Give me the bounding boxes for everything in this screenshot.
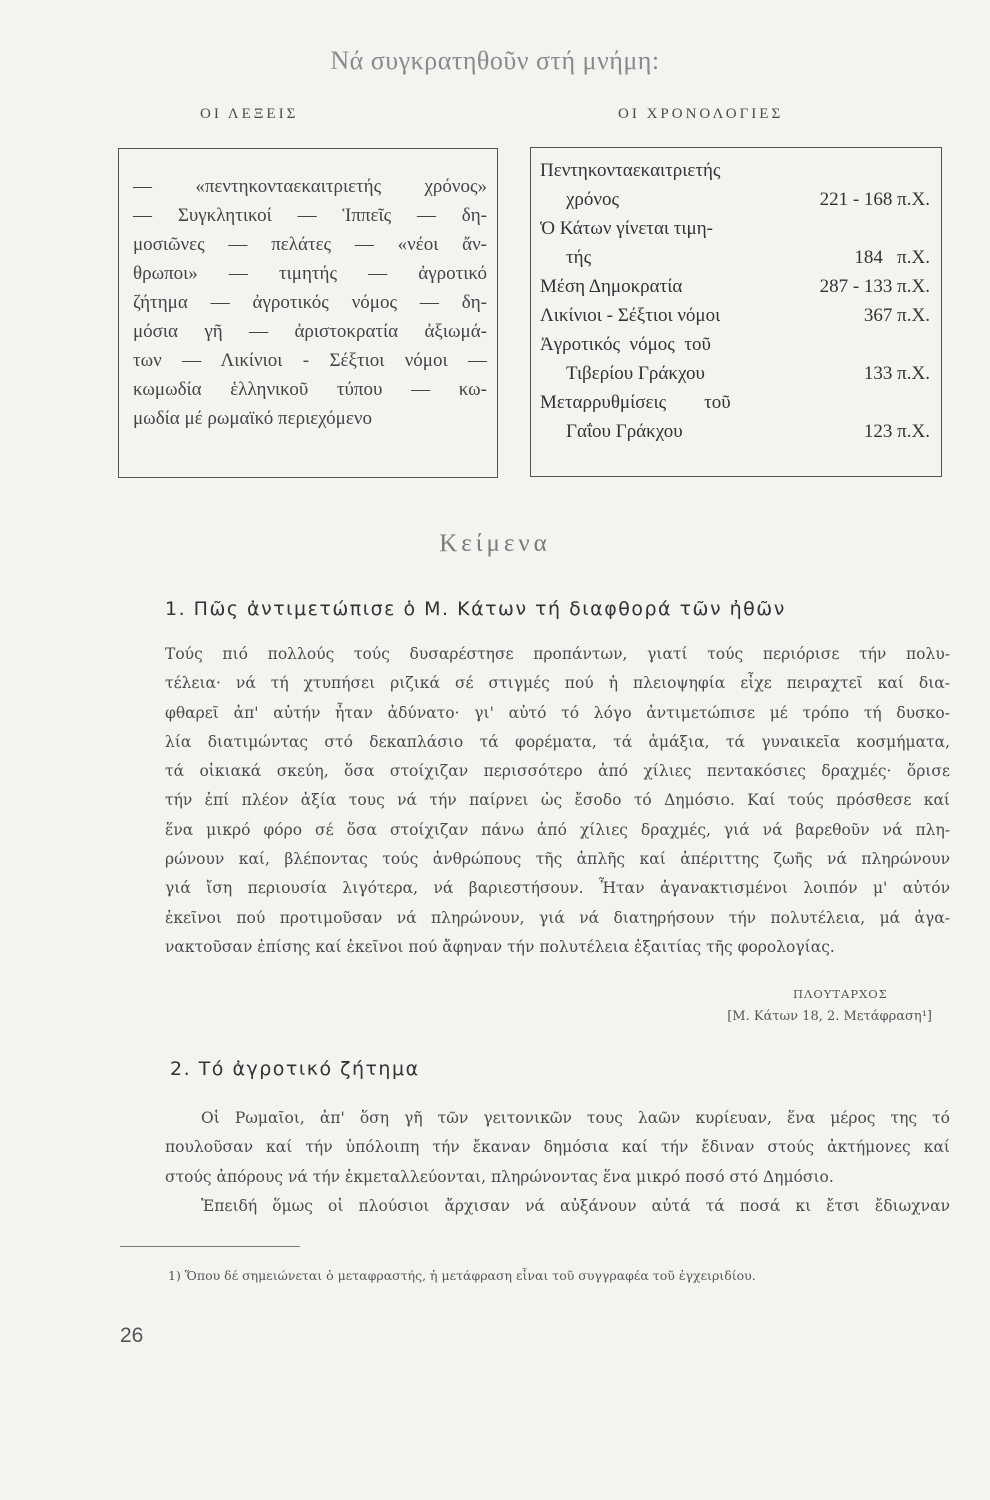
paragraph-line: Τούς πιό πολλούς τούς δυσαρέστησε προπάντων, γιατί τούς περιόρισε τήν πολυ-	[165, 645, 950, 663]
chronology-label: Πεντηκονταεκαιτριετής	[540, 160, 721, 181]
section2-paragraph	[165, 1104, 950, 1221]
paragraph-line: ρώνουν καί, βλέποντας τούς ἀνθρώπους τῆς ἁπλῆς καί ἀπέριττης ζωῆς νά πληρώνουν	[165, 850, 950, 869]
texts-section-title: Κείμενα	[439, 530, 551, 557]
paragraph-line: Ἐπειδή ὅμως οἱ πλούσιοι ἄρχισαν νά αὐξάνουν αὐτά τά ποσά κι ἔτσι ἔδιωχναν	[201, 1196, 950, 1215]
chronology-value: 133 π.Χ.	[863, 363, 930, 384]
chronology-label: Μέση Δημοκρατία	[540, 276, 683, 297]
source-author: ΠΛΟΥΤΑΡΧΟΣ	[793, 987, 888, 1001]
words-line: — Συγκλητικοί — Ἱππεῖς — δη-	[133, 205, 487, 226]
words-column-title: ΟΙ ΛΕΞΕΙΣ	[200, 106, 299, 122]
paragraph-line: γιά ἴση περιουσία λιγότερα, νά βαριεστήσουν. Ἦταν ἀγανακτισμένοι λοιπόν μ' αὐτόν	[165, 879, 950, 898]
chronology-value: 184 π.Χ.	[854, 247, 930, 268]
words-line: κωμωδία ἑλληνικοῦ τύπου — κω-	[133, 379, 487, 400]
paragraph-line: νακτοῦσαν ἐπίσης καί ἐκεῖνοι πού ἄφηναν τήν πολυτέλεια ἐξαιτίας τῆς φορολογίας.	[165, 937, 835, 956]
chronology-label: τής	[566, 247, 592, 268]
footnote: 1) Ὅπου δέ σημειώνεται ὁ μεταφραστής, ἡ μετάφραση εἶναι τοῦ συγγραφέα τοῦ ἐγχειριδίου.	[168, 1268, 756, 1283]
chronology-value: 367 π.Χ.	[863, 305, 930, 326]
page-number: 26	[120, 1324, 144, 1347]
chronology-label: Γαΐου Γράκχου	[566, 421, 683, 442]
paragraph-line: ἕνα μικρό φόρο σέ ὅσα στοίχιζαν πάνω ἀπό χίλιες δραχμές, γιά νά βαρεθοῦν νά πλη-	[165, 820, 950, 839]
chronology-value: 123 π.Χ.	[863, 421, 930, 442]
chronology-label: χρόνος	[566, 189, 620, 210]
words-line: μωδία μέ ρωμαϊκό περιεχόμενο	[133, 408, 372, 429]
paragraph-line: φθαρεῖ ἀπ' αὐτήν ἦταν ἀδύνατο· γι' αὐτό τό λόγο ἀντιμετώπισε μέ τρόπο τή δυσκο-	[165, 703, 950, 722]
page-heading: Νά συγκρατηθοῦν στή μνήμη:	[330, 46, 660, 75]
chronology-label: Τιβερίου Γράκχου	[566, 363, 705, 384]
paragraph-line: λία διατιμώντας στό δεκαπλάσιο τά φορέματα, τά ἁμάξια, τά γυναικεῖα κοσμήματα,	[165, 732, 950, 751]
words-line: μόσια γῆ — ἀριστοκρατία ἀξιωμά-	[133, 321, 487, 342]
chronology-value: 221 - 168 π.Χ.	[819, 189, 930, 210]
section1-heading: 1. Πῶς ἀντιμετώπισε ὁ Μ. Κάτων τή διαφθορά τῶν ἠθῶν	[165, 598, 786, 620]
paragraph-line: τήν ἐπί πλέον ἀξία τους νά τήν παίρνει ὡς ἔσοδο τό Δημόσιο. Καί τούς πρόσθεσε καί	[165, 791, 950, 810]
chronologies-column-title: ΟΙ ΧΡΟΝΟΛΟΓΙΕΣ	[618, 106, 784, 122]
section2-heading: 2. Τό ἀγροτικό ζήτημα	[170, 1058, 420, 1080]
section1-paragraph	[165, 640, 950, 962]
words-line: θρωποι» — τιμητής — ἀγροτικό	[133, 263, 487, 284]
chronology-value: 287 - 133 π.Χ.	[819, 276, 930, 297]
chronology-label: Ὁ Κάτων γίνεται τιμη-	[540, 218, 713, 239]
footnote-divider	[120, 1246, 300, 1247]
words-line: μοσιῶνες — πελάτες — «νέοι ἄν-	[133, 234, 487, 255]
chronology-label: Λικίνιοι - Σέξτιοι νόμοι	[540, 305, 721, 326]
words-line: ζήτημα — ἀγροτικός νόμος — δη-	[133, 292, 487, 313]
chronology-label: Ἀγροτικός νόμος τοῦ	[540, 334, 711, 355]
words-line: — «πεντηκονταεκαιτριετής χρόνος»	[133, 176, 487, 197]
source-citation: [Μ. Κάτων 18, 2. Μετάφραση¹]	[727, 1009, 932, 1024]
words-list	[133, 172, 487, 433]
chronology-label: Μεταρρυθμίσεις τοῦ	[540, 392, 731, 413]
words-line: των — Λικίνιοι - Σέξτιοι νόμοι —	[133, 350, 487, 371]
paragraph-line: πουλοῦσαν καί τήν ὑπόλοιπη τήν ἔκαναν δημόσια καί τήν ἔδιναν στούς ἀκτήμονες καί	[165, 1138, 950, 1157]
paragraph-line: ἐκεῖνοι πού προτιμοῦσαν νά πληρώνουν, γιά νά διατηρήσουν τήν πολυτέλεια, μά ἀγα-	[165, 908, 950, 927]
paragraph-line: τέλεια· νά τή χτυπήσει ριζικά σέ στιγμές πού ἡ πλειοψηφία εἶχε πειραχτεῖ καί δια-	[165, 674, 950, 693]
paragraph-line: στούς ἀπόρους νά τήν ἐκμεταλλεύονται, πληρώνοντας ἕνα μικρό ποσό στό Δημόσιο.	[165, 1167, 834, 1186]
paragraph-line: Οἱ Ρωμαῖοι, ἀπ' ὅση γῆ τῶν γειτονικῶν τους λαῶν κυρίευαν, ἕνα μέρος της τό	[201, 1109, 950, 1127]
paragraph-line: τά οἰκιακά σκεύη, ὅσα στοίχιζαν περισσότερο ἀπό χίλιες πεντακόσιες δραχμές· ὅρισε	[165, 762, 950, 781]
